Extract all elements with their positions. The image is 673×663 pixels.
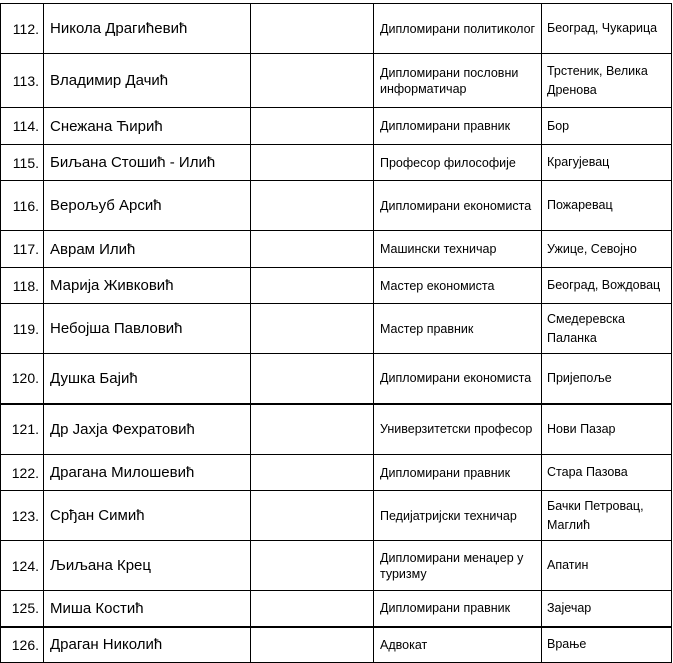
- candidate-place: Зајечар: [542, 591, 672, 627]
- candidate-occupation: Дипломирани пословни информатичар: [374, 54, 542, 108]
- candidate-name: Миша Костић: [44, 591, 251, 627]
- candidate-name: Марија Живковић: [44, 268, 251, 304]
- candidate-occupation: Дипломирани правник: [374, 455, 542, 491]
- row-number: 112.: [1, 4, 44, 54]
- row-number: 125.: [1, 591, 44, 627]
- row-number: 120.: [1, 354, 44, 404]
- table-row: [1, 541, 672, 591]
- candidate-occupation: Дипломирани правник: [374, 591, 542, 627]
- candidate-name: Драгана Милошевић: [44, 455, 251, 491]
- candidate-occupation: Професор философије: [374, 145, 542, 181]
- row-number: 115.: [1, 145, 44, 181]
- row-number: 114.: [1, 108, 44, 145]
- candidate-name: Никола Драгићевић: [44, 4, 251, 54]
- candidate-place: Београд, Вождовац: [542, 268, 672, 304]
- table-row: [1, 4, 672, 54]
- candidate-place: Смедеревска Паланка: [542, 304, 672, 354]
- empty-cell: [251, 455, 374, 491]
- candidate-place: Стара Пазова: [542, 455, 672, 491]
- candidate-name: Љиљана Крец: [44, 541, 251, 591]
- candidate-occupation: Мастер правник: [374, 304, 542, 354]
- candidate-occupation: Дипломирани економиста: [374, 354, 542, 404]
- empty-cell: [251, 491, 374, 541]
- empty-cell: [251, 145, 374, 181]
- candidate-place: Ужице, Севојно: [542, 231, 672, 268]
- table-row: [1, 304, 672, 354]
- candidate-name: Др Јахја Фехратовић: [44, 404, 251, 455]
- row-number: 122.: [1, 455, 44, 491]
- candidate-name: Небојша Павловић: [44, 304, 251, 354]
- candidate-occupation: Машински техничар: [374, 231, 542, 268]
- row-number: 121.: [1, 404, 44, 455]
- row-number: 113.: [1, 54, 44, 108]
- candidate-name: Владимир Дачић: [44, 54, 251, 108]
- empty-cell: [251, 591, 374, 627]
- candidate-name: Биљана Стошић - Илић: [44, 145, 251, 181]
- candidate-name: Верољуб Арсић: [44, 181, 251, 231]
- table-row: [1, 108, 672, 145]
- row-number: 124.: [1, 541, 44, 591]
- candidate-place: Пожаревац: [542, 181, 672, 231]
- table-row: [1, 268, 672, 304]
- candidate-place: Бачки Петровац, Маглић: [542, 491, 672, 541]
- candidate-occupation: Мастер економиста: [374, 268, 542, 304]
- table-row: [1, 491, 672, 541]
- candidate-place: Крагујевац: [542, 145, 672, 181]
- row-number: 118.: [1, 268, 44, 304]
- candidate-place: Нови Пазар: [542, 404, 672, 455]
- candidate-name: Аврам Илић: [44, 231, 251, 268]
- row-number: 123.: [1, 491, 44, 541]
- candidate-name: Драган Николић: [44, 627, 251, 663]
- empty-cell: [251, 54, 374, 108]
- empty-cell: [251, 627, 374, 663]
- empty-cell: [251, 304, 374, 354]
- candidates-table: [0, 3, 672, 663]
- empty-cell: [251, 231, 374, 268]
- table-row: [1, 54, 672, 108]
- empty-cell: [251, 268, 374, 304]
- candidate-name: Душка Бајић: [44, 354, 251, 404]
- candidate-occupation: Дипломирани политиколог: [374, 4, 542, 54]
- row-number: 126.: [1, 627, 44, 663]
- empty-cell: [251, 541, 374, 591]
- candidate-occupation: Дипломирани правник: [374, 108, 542, 145]
- candidate-name: Срђан Симић: [44, 491, 251, 541]
- candidate-occupation: Дипломирани менаџер у туризму: [374, 541, 542, 591]
- candidate-place: Бор: [542, 108, 672, 145]
- table-row: [1, 455, 672, 491]
- candidate-place: Трстеник, Велика Дренова: [542, 54, 672, 108]
- table-row: [1, 145, 672, 181]
- table-row: [1, 181, 672, 231]
- empty-cell: [251, 108, 374, 145]
- empty-cell: [251, 181, 374, 231]
- candidate-occupation: Дипломирани економиста: [374, 181, 542, 231]
- empty-cell: [251, 354, 374, 404]
- candidate-place: Пријепоље: [542, 354, 672, 404]
- table-row: [1, 231, 672, 268]
- table-row: [1, 627, 672, 663]
- candidate-place: Београд, Чукарица: [542, 4, 672, 54]
- candidate-occupation: Адвокат: [374, 627, 542, 663]
- table-row: [1, 354, 672, 404]
- empty-cell: [251, 404, 374, 455]
- row-number: 119.: [1, 304, 44, 354]
- candidate-occupation: Педијатријски техничар: [374, 491, 542, 541]
- row-number: 117.: [1, 231, 44, 268]
- candidate-place: Врање: [542, 627, 672, 663]
- table-row: [1, 404, 672, 455]
- candidate-name: Снежана Ћирић: [44, 108, 251, 145]
- row-number: 116.: [1, 181, 44, 231]
- table-row: [1, 591, 672, 627]
- candidate-place: Апатин: [542, 541, 672, 591]
- empty-cell: [251, 4, 374, 54]
- candidate-occupation: Универзитетски професор: [374, 404, 542, 455]
